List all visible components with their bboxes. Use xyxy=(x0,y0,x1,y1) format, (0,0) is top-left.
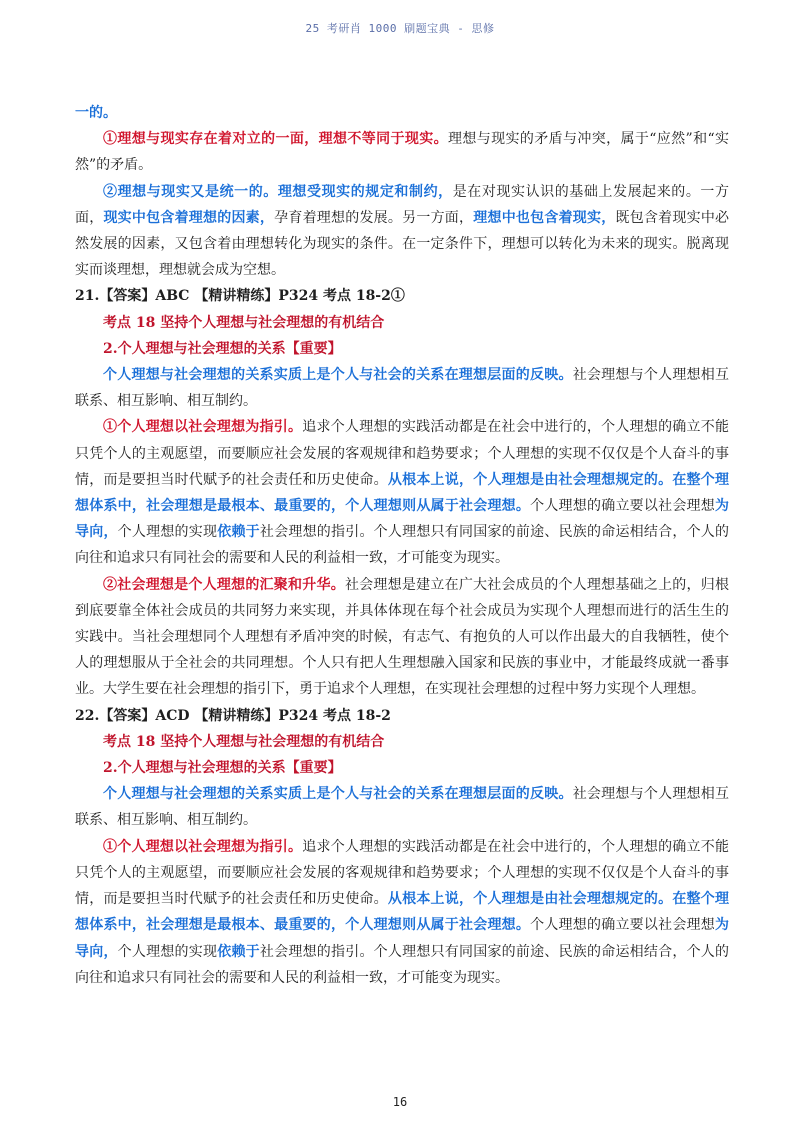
key-point-blue: 个人理想与社会理想的关系实质上是个人与社会的关系在理想层面的反映。 xyxy=(103,367,573,384)
paragraph-guidance xyxy=(75,834,729,991)
key-point-red: ①个人理想以社会理想为指引。 xyxy=(103,419,303,436)
body-text: 社会理想与个人理想相互联系、相互影响、相互制约。 xyxy=(75,786,730,829)
body-text: 个人理想的确立要以社会理想 xyxy=(530,917,715,934)
page-header: 25 考研肖 1000 刷题宝典 - 思修 xyxy=(305,22,495,35)
body-text: 个人理想的实现 xyxy=(117,943,218,960)
body-text: 个人理想的实现 xyxy=(117,524,218,541)
body-text: 社会理想的指引。个人理想只有同国家的前途、民族的命运相结合，个人的向往和追求只有同社会的需要和人民的利益相一致，才可能变为现实。 xyxy=(75,943,730,986)
body-text: 追求个人理想的实践活动都是在社会中进行的，个人理想的确立不能只凭个人的主观愿望，而要顺应社会发展的客观规律和趋势要求；个人理想的实现不仅仅是个人奋斗的事情，而是要担当时代赋予的社会责任和历史使命。 xyxy=(75,838,730,908)
key-point-blue: 为导向， xyxy=(75,498,729,541)
body-text: 理想与现实的矛盾与冲突，属于“应然”和“实然”的矛盾。 xyxy=(75,131,729,174)
paragraph-relationship xyxy=(75,781,729,833)
key-point-blue: 理想中也包含着现实， xyxy=(473,209,616,226)
section-subtitle: 2.个人理想与社会理想的关系【重要】 xyxy=(103,340,342,357)
section-subtitle: 2.个人理想与社会理想的关系【重要】 xyxy=(103,760,342,777)
body-text: 社会理想是建立在广大社会成员的个人理想基础之上的，归根到底要靠全体社会成员的共同努力来实现，并具体体现在每个社会成员为实现个人理想而进行的活生生的实践中。当社会理想同个人理想有矛盾冲突的时候，有志气、有抱负的人可以作出最大的自我牺牲，使个人的理想服从于全社会的共同理想。个人只有把人生理想融入国家和民族的事业中，才能最终成就一番事业。大学生要在社会理想的指引下，勇于追求个人理想，在实现社会理想的过程中努力实现个人理想。 xyxy=(75,576,729,698)
key-point-red: ①理想与现实存在着对立的一面，理想不等同于现实。 xyxy=(103,131,449,148)
body-text: 个人理想的确立要以社会理想 xyxy=(530,498,715,515)
key-point-red: ①个人理想以社会理想为指引。 xyxy=(103,838,303,855)
continuation-line xyxy=(75,100,729,126)
continuation-text: 一的。 xyxy=(75,105,117,121)
key-point-blue: 个人理想与社会理想的关系实质上是个人与社会的关系在理想层面的反映。 xyxy=(103,786,573,803)
document-body xyxy=(75,100,729,991)
paragraph-opposition xyxy=(75,126,729,178)
answer-heading-22: 22.【答案】ACD 【精讲精练】P324 考点 18-2 xyxy=(75,707,391,724)
key-point-blue: 从根本上说，个人理想是由社会理想规定的。在整个理想体系中，社会理想是最根本、最重要的，个人理想则从属于社会理想。 xyxy=(75,471,730,515)
body-text: 是在对现实认识的基础上发展起来的。一方面， xyxy=(75,183,730,226)
paragraph-sublimation xyxy=(75,572,729,703)
answer-heading-21: 21.【答案】ABC 【精讲精练】P324 考点 18-2① xyxy=(75,288,405,305)
knowledge-point-title: 考点 18 坚持个人理想与社会理想的有机结合 xyxy=(103,314,385,331)
paragraph-unity xyxy=(75,179,729,284)
body-text: 社会理想的指引。个人理想只有同国家的前途、民族的命运相结合，个人的向往和追求只有同社会的需要和人民的利益相一致，才可能变为现实。 xyxy=(75,524,730,567)
key-point-blue: ②理想与现实又是统一的。理想受现实的规定和制约， xyxy=(103,183,453,200)
key-point-red: ②社会理想是个人理想的汇聚和升华。 xyxy=(103,576,345,593)
knowledge-point-title: 考点 18 坚持个人理想与社会理想的有机结合 xyxy=(103,733,385,750)
body-text: 孕育着理想的发展。另一方面， xyxy=(274,209,474,226)
key-point-blue: 依赖于 xyxy=(217,943,260,960)
key-point-blue: 为导向， xyxy=(75,917,729,960)
key-point-blue: 依赖于 xyxy=(217,524,260,541)
paragraph-guidance xyxy=(75,414,729,571)
key-point-blue: 从根本上说，个人理想是由社会理想规定的。在整个理想体系中，社会理想是最根本、最重要的，个人理想则从属于社会理想。 xyxy=(75,891,730,934)
key-point-blue: 现实中包含着理想的因素， xyxy=(103,209,275,226)
paragraph-relationship xyxy=(75,362,729,414)
page-number: 16 xyxy=(392,1095,408,1109)
body-text: 社会理想与个人理想相互联系、相互影响、相互制约。 xyxy=(75,367,730,410)
body-text: 追求个人理想的实践活动都是在社会中进行的，个人理想的确立不能只凭个人的主观愿望，而要顺应社会发展的客观规律和趋势要求；个人理想的实现不仅仅是个人奋斗的事情，而是要担当时代赋予的社会责任和历史使命。 xyxy=(75,419,730,488)
body-text: 既包含着现实中必然发展的因素，又包含着由理想转化为现实的条件。在一定条件下，理想可以转化为未来的现实。脱离现实而谈理想，理想就会成为空想。 xyxy=(75,209,730,279)
